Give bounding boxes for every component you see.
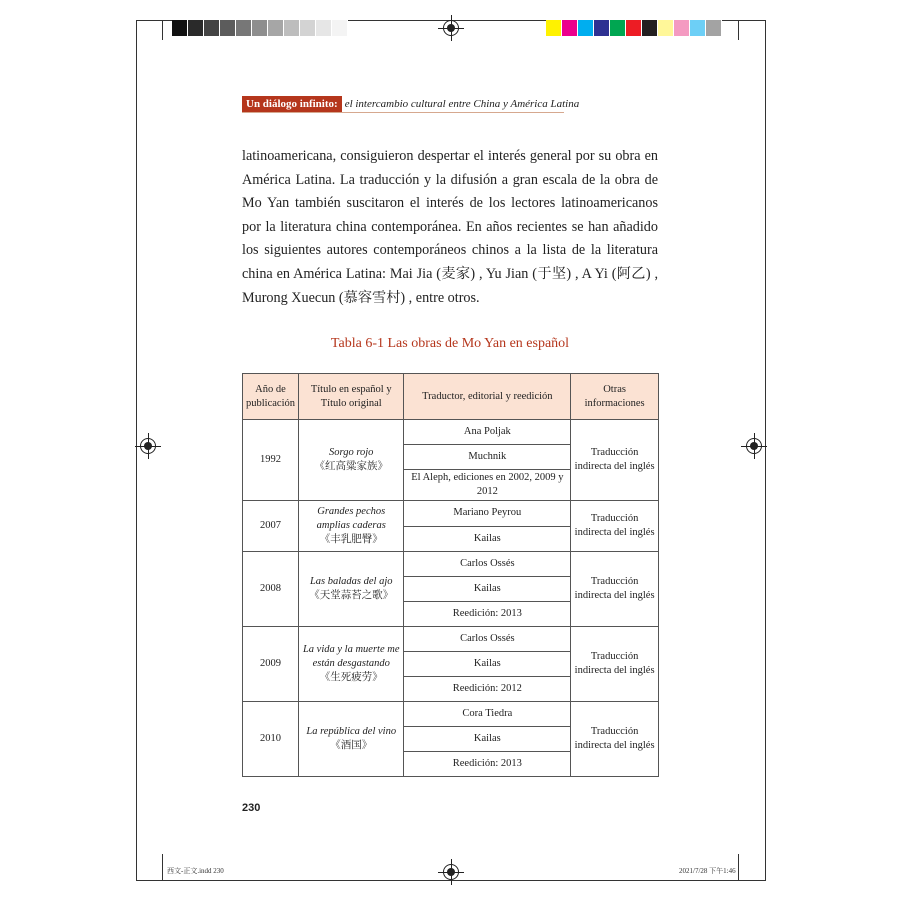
- slug-file-info: 西文-正文.indd 230: [167, 867, 224, 875]
- calibration-swatch: [316, 20, 332, 36]
- calibration-swatch: [188, 20, 204, 36]
- translator-cell: Carlos Ossés: [404, 552, 571, 577]
- calibration-swatch: [268, 20, 284, 36]
- other-cell: Traducción indirecta del inglés: [571, 552, 659, 627]
- year-cell: 1992: [243, 420, 299, 501]
- calibration-swatch: [546, 20, 562, 36]
- translator-cell: Carlos Ossés: [404, 627, 571, 652]
- publisher-cell: Kailas: [404, 577, 571, 602]
- registration-mark-icon: [746, 438, 762, 454]
- header-translator: Traductor, editorial y reedición: [404, 374, 571, 420]
- calibration-swatch: [236, 20, 252, 36]
- calibration-swatch: [220, 20, 236, 36]
- table-row: [243, 501, 659, 527]
- publisher-cell: Kailas: [404, 727, 571, 752]
- title-cell: [298, 627, 403, 702]
- book-title: Un diálogo infinito:: [242, 96, 342, 112]
- calibration-swatch: [284, 20, 300, 36]
- title-zh: 《红高粱家族》: [314, 461, 388, 472]
- body-paragraph: latinoamericana, consiguieron despertar el interés general por su obra en América Latina. La traducción y la difusión a gran escala de la obra de Mo Yan también suscitaron el interés de los lectores latinoamericanos por la literatura china contemporánea. En años recientes se han añadido los siguientes autores contemporáneos chinos a la lista de la literatura china en América Latina: Mai Jia (麦家) , Yu Jian (于坚) , A Yi (阿乙) , Murong Xuecun (慕容雪村) , entre otros.: [242, 148, 658, 306]
- title-es: Las baladas del ajo: [309, 576, 393, 587]
- reedition-cell: El Aleph, ediciones en 2002, 2009 y 2012: [404, 470, 571, 501]
- book-subtitle: el intercambio cultural entre China y América Latina: [344, 98, 580, 110]
- calibration-swatch: [690, 20, 706, 36]
- calibration-swatch: [706, 20, 722, 36]
- title-es: Grandes pechos amplias caderas: [316, 506, 386, 531]
- registration-mark-icon: [443, 864, 459, 880]
- reedition-cell: Reedición: 2013: [404, 602, 571, 627]
- calibration-swatch: [252, 20, 268, 36]
- color-calibration-bar: [546, 20, 722, 36]
- title-es: La república del vino: [306, 726, 397, 737]
- calibration-swatch: [332, 20, 348, 36]
- other-cell: Traducción indirecta del inglés: [571, 702, 659, 777]
- page-number: 230: [242, 802, 261, 814]
- table-row: [243, 420, 659, 445]
- table-row: [243, 627, 659, 652]
- calibration-swatch: [626, 20, 642, 36]
- title-cell: [298, 501, 403, 552]
- calibration-swatch: [674, 20, 690, 36]
- title-zh: 《天堂蒜苔之歌》: [309, 590, 394, 601]
- registration-mark-icon: [443, 20, 459, 36]
- title-zh: 《酒国》: [330, 740, 373, 751]
- calibration-swatch: [642, 20, 658, 36]
- title-zh: 《丰乳肥臀》: [319, 534, 383, 545]
- other-cell: Traducción indirecta del inglés: [571, 420, 659, 501]
- calibration-swatch: [172, 20, 188, 36]
- running-header: [242, 96, 580, 113]
- crop-mark: [162, 20, 163, 40]
- table-caption: Tabla 6-1 Las obras de Mo Yan en español: [330, 336, 570, 351]
- reedition-cell: Reedición: 2012: [404, 677, 571, 702]
- publisher-cell: Kailas: [404, 526, 571, 552]
- title-cell: [298, 420, 403, 501]
- calibration-swatch: [658, 20, 674, 36]
- calibration-swatch: [562, 20, 578, 36]
- year-cell: 2007: [243, 501, 299, 552]
- header-title: Título en español y Título original: [298, 374, 403, 420]
- table-row: [243, 702, 659, 727]
- gray-calibration-bar: [172, 20, 348, 36]
- reedition-cell: Reedición: 2013: [404, 752, 571, 777]
- title-es: La vida y la muerte me están desgastando: [302, 644, 400, 669]
- title-cell: [298, 552, 403, 627]
- trim-line-left: [136, 20, 137, 880]
- translator-cell: Ana Poljak: [404, 420, 571, 445]
- header-other: Otras informaciones: [571, 374, 659, 420]
- title-cell: [298, 702, 403, 777]
- calibration-swatch: [610, 20, 626, 36]
- translator-cell: Mariano Peyrou: [404, 501, 571, 527]
- table-header-row: [243, 374, 659, 420]
- calibration-swatch: [578, 20, 594, 36]
- title-zh: 《生死疲劳》: [319, 672, 383, 683]
- table-row: [243, 552, 659, 577]
- slug-date-info: 2021/7/28 下午1:46: [679, 867, 736, 875]
- publisher-cell: Kailas: [404, 652, 571, 677]
- crop-mark: [738, 20, 739, 40]
- calibration-swatch: [204, 20, 220, 36]
- publisher-cell: Muchnik: [404, 445, 571, 470]
- year-cell: 2008: [243, 552, 299, 627]
- calibration-swatch: [594, 20, 610, 36]
- header-year: Año de publicación: [243, 374, 299, 420]
- works-table: [242, 373, 659, 777]
- other-cell: Traducción indirecta del inglés: [571, 627, 659, 702]
- trim-line-right: [765, 20, 766, 880]
- registration-mark-icon: [140, 438, 156, 454]
- body-text: [242, 145, 658, 310]
- other-cell: Traducción indirecta del inglés: [571, 501, 659, 552]
- year-cell: 2009: [243, 627, 299, 702]
- calibration-swatch: [300, 20, 316, 36]
- crop-mark: [162, 854, 163, 880]
- crop-mark: [738, 854, 739, 880]
- title-es: Sorgo rojo: [329, 447, 374, 458]
- translator-cell: Cora Tiedra: [404, 702, 571, 727]
- year-cell: 2010: [243, 702, 299, 777]
